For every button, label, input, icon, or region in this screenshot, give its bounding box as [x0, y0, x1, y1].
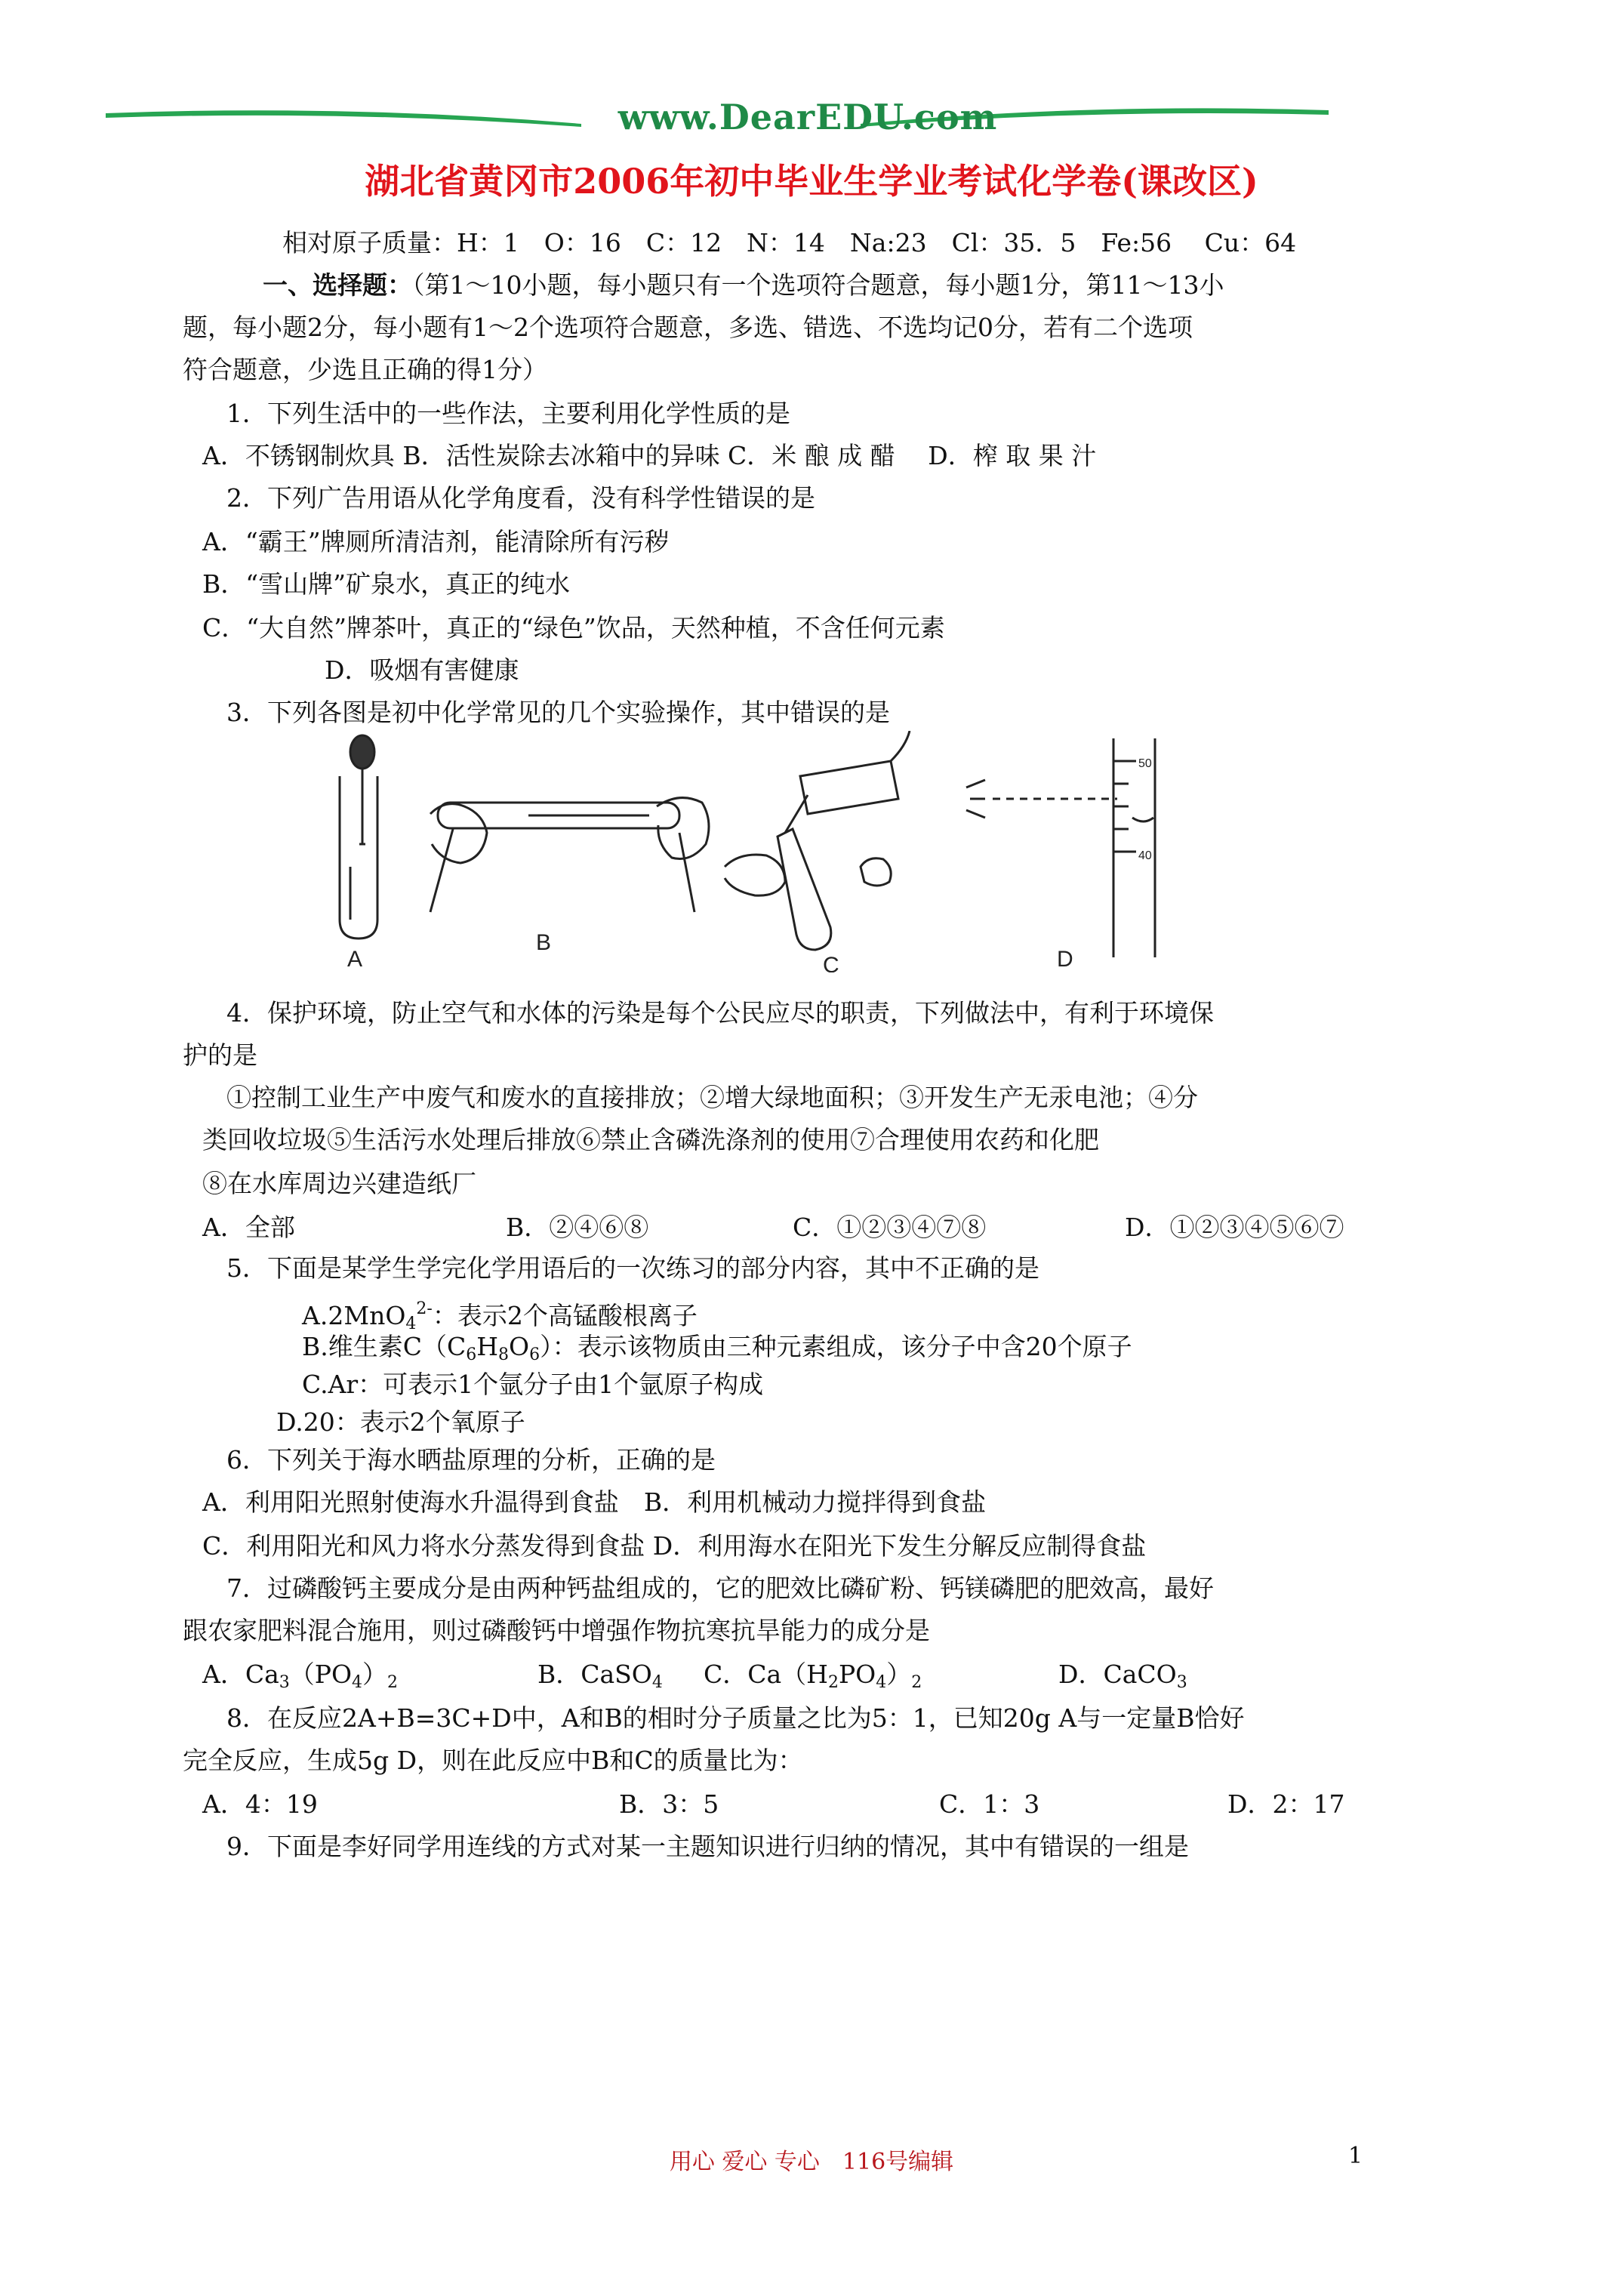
figure-b-tube: [430, 798, 709, 912]
figure-label-b: B: [536, 930, 552, 955]
q5-b-sub-2: 8: [498, 1345, 510, 1364]
section-intro-text: （第1～10小题，每小题只有一个选项符合题意，每小题1分，第11～13小: [412, 270, 1224, 300]
q2-option-b: B．“雪山牌”矿泉水，真正的纯水: [202, 569, 570, 599]
q4-option-c: C．①②③④⑦⑧: [793, 1213, 987, 1242]
q7-c-sub-3: 2: [911, 1673, 922, 1692]
q7-a-sub-2: 4: [352, 1673, 363, 1692]
q5-a-text: ：表示2个高锰酸根离子: [432, 1301, 698, 1330]
q7-a-sub-1: 3: [279, 1673, 290, 1692]
cylinder-tick-50: 50: [1138, 757, 1152, 770]
q5-a-sub: 4: [405, 1314, 417, 1333]
figure-a-dropper: [340, 735, 377, 938]
q8-option-c: C．1：3: [939, 1789, 1040, 1819]
q7-c-po: PO: [838, 1660, 876, 1689]
page-title: 湖北省黄冈市2006年初中毕业生学业考试化学卷(课改区): [365, 161, 1258, 202]
figure-label-a: A: [347, 947, 363, 972]
page-number: 1: [1348, 2143, 1363, 2169]
q4-list-line-1: ①控制工业生产中废气和废水的直接排放；②增大绿地面积；③开发生产无汞电池；④分: [226, 1083, 1198, 1112]
q8-option-a: A．4：19: [202, 1789, 318, 1819]
q9-stem: 9．下面是李好同学用连线的方式对某一主题知识进行归纳的情况，其中有错误的一组是: [226, 1832, 1189, 1861]
q7-c-sub-2: 4: [876, 1673, 887, 1692]
q7-b-caso: B．CaSO: [537, 1660, 652, 1689]
q4-list-line-2: 类回收垃圾⑤生活污水处理后排放⑥禁止含磷洗涤剂的使用⑦合理使用农药和化肥: [202, 1125, 1099, 1154]
q4-option-b: B．②④⑥⑧: [506, 1213, 649, 1242]
q7-option-a: [202, 1660, 398, 1698]
q5-option-c: C.Ar：可表示1个氩分子由1个氩原子构成: [302, 1370, 764, 1399]
q6-stem: 6．下列关于海水晒盐原理的分析，正确的是: [226, 1445, 716, 1475]
figure-label-d: D: [1057, 947, 1073, 972]
q7-option-c: [704, 1660, 922, 1698]
q6-options-ab: A．利用阳光照射使海水升温得到食盐 B．利用机械动力搅拌得到食盐: [202, 1487, 987, 1517]
q5-a-sup: 2-: [416, 1299, 433, 1318]
q7-option-d: [1058, 1660, 1187, 1698]
q4-stem-line-2: 护的是: [183, 1040, 257, 1070]
q5-b-o: O: [509, 1332, 530, 1361]
q7-a-po: （PO: [289, 1660, 353, 1689]
q8-stem-line-1: 8．在反应2A+B=3C+D中，A和B的相时分子质量之比为5：1，已知20g A与一定量B恰好: [226, 1703, 1245, 1733]
q4-list-line-3: ⑧在水库周边兴建造纸厂: [202, 1169, 476, 1198]
q7-c-cah: C．Ca（H: [704, 1660, 828, 1689]
q7-d-sub: 3: [1176, 1673, 1187, 1692]
q4-option-a: A．全部: [202, 1213, 295, 1242]
section-intro-line-2: 题，每小题2分，每小题有1～2个选项符合题意，多选、错选、不选均记0分，若有二个选项: [183, 313, 1193, 342]
atomic-masses: 相对原子质量：H：1 O：16 C：12 N：14 Na:23 Cl：35．5 Fe:56 Cu：64: [282, 228, 1297, 257]
section-intro-line-3: 符合题意，少选且正确的得1分）: [183, 355, 547, 384]
q7-d-caco: D．CaCO: [1058, 1660, 1177, 1689]
q7-c-sub-1: 2: [827, 1673, 839, 1692]
lab-operations-figure: [302, 731, 1178, 972]
q7-a-sub-3: 2: [387, 1673, 399, 1692]
q5-b-sub-3: 6: [529, 1345, 540, 1364]
cylinder-tick-40: 40: [1138, 849, 1152, 862]
q5-option-d: D.20：表示2个氧原子: [276, 1407, 525, 1437]
q5-b-h: H: [476, 1332, 499, 1361]
q2-stem: 2．下列广告用语从化学角度看，没有科学性错误的是: [226, 483, 815, 513]
q1-options: A．不锈钢制炊具 B．活性炭除去冰箱中的异味 C．米 酿 成 醋 D．榨 取 果 汁: [202, 441, 1097, 470]
q8-option-d: D．2：17: [1227, 1789, 1345, 1819]
figure-label-c: C: [823, 953, 839, 972]
footer-credit: 用心 爱心 专心 116号编辑: [669, 2149, 954, 2175]
q8-option-b: B．3：5: [619, 1789, 719, 1819]
figure-d-cylinder: [966, 738, 1155, 957]
q5-b-text-post: ）：表示该物质由三种元素组成，该分子中含20个原子: [540, 1332, 1132, 1361]
q7-a-ca: A．Ca: [202, 1660, 279, 1689]
q4-stem-line-1: 4．保护环境，防止空气和水体的污染是每个公民应尽的职责，下列做法中，有利于环境保: [226, 998, 1214, 1028]
q2-option-a: A．“霸王”牌厕所清洁剂，能清除所有污秽: [202, 527, 670, 556]
q2-option-c: C．“大自然”牌茶叶，真正的“绿色”饮品，天然种植，不含任何元素: [202, 613, 945, 643]
q8-stem-line-2: 完全反应，生成5g D，则在此反应中B和C的质量比为：: [183, 1746, 803, 1775]
q7-a-close: ）: [362, 1660, 388, 1689]
q5-b-text-pre: B.维生素C（C: [302, 1332, 467, 1361]
q2-option-d: D．吸烟有害健康: [325, 655, 519, 685]
section-intro-line-1: [263, 270, 1224, 300]
q5-option-b: [302, 1332, 1132, 1370]
q3-stem: 3．下列各图是初中化学常见的几个实验操作，其中错误的是: [226, 698, 890, 727]
q5-a-formula: A.2MnO: [302, 1301, 406, 1330]
figure-c-pouring: [725, 731, 910, 950]
q1-stem: 1．下列生活中的一些作法，主要利用化学性质的是: [226, 399, 790, 428]
q7-stem-line-2: 跟农家肥料混合施用，则过磷酸钙中增强作物抗寒抗旱能力的成分是: [183, 1616, 930, 1645]
q7-option-b: [537, 1660, 663, 1698]
q5-b-sub-1: 6: [466, 1345, 477, 1364]
q6-options-cd: C．利用阳光和风力将水分蒸发得到食盐 D．利用海水在阳光下发生分解反应制得食盐: [202, 1531, 1147, 1561]
q7-b-sub: 4: [651, 1673, 663, 1692]
q4-option-d: D．①②③④⑤⑥⑦: [1125, 1213, 1344, 1242]
section-heading: 一、选择题：: [263, 270, 412, 300]
site-banner: www.DearEDU.com: [617, 97, 998, 137]
q7-stem-line-1: 7．过磷酸钙主要成分是由两种钙盐组成的，它的肥效比磷矿粉、钙镁磷肥的肥效高，最好: [226, 1573, 1214, 1603]
q7-c-close: ）: [886, 1660, 912, 1689]
q5-stem: 5．下面是某学生学完化学用语后的一次练习的部分内容，其中不正确的是: [226, 1253, 1039, 1283]
